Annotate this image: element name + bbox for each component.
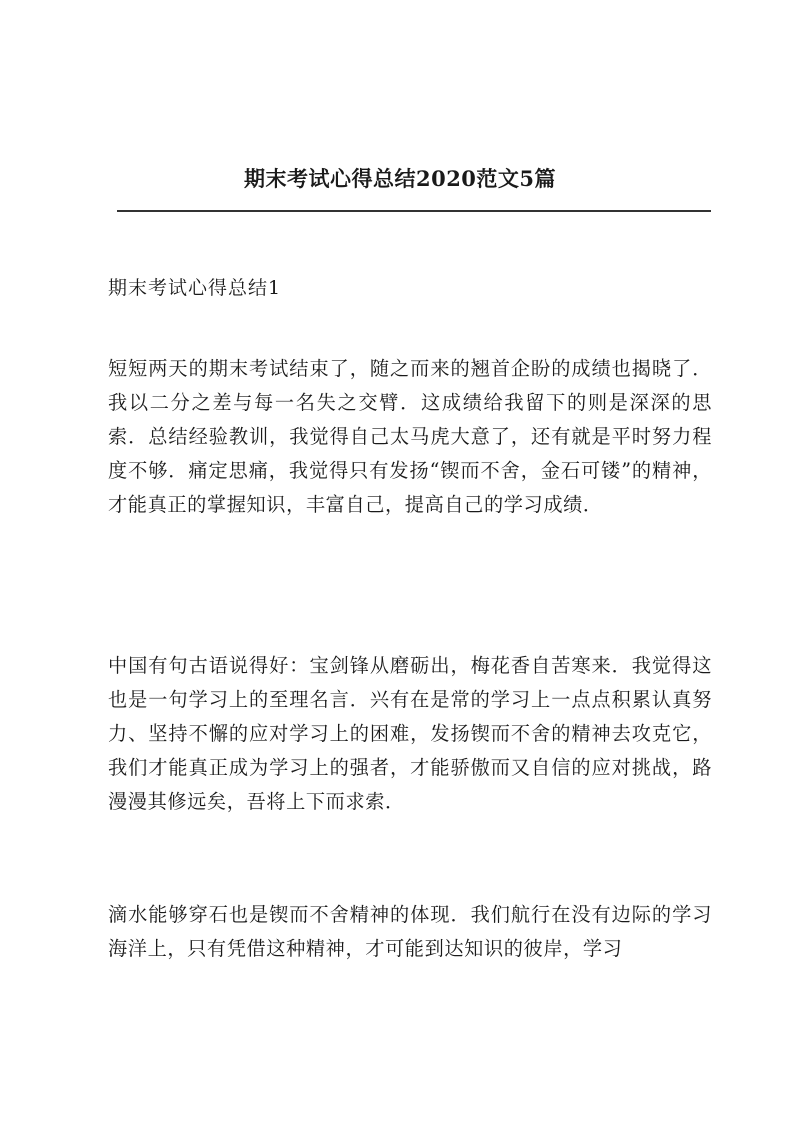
paragraph-3: 滴水能够穿石也是锲而不舍精神的体现．我们航行在没有边际的学习海洋上，只有凭借这种精神，才可能到达知识的彼岸，学习 [108,903,712,960]
title-divider [117,210,711,212]
paragraph-1: 短短两天的期末考试结束了，随之而来的翘首企盼的成绩也揭晓了．我以二分之差与每一名失之交臂．这成绩给我留下的则是深深的思索．总结经验教训，我觉得自己太马虎大意了，还有就是平时努力程度不够．痛定思痛，我觉得只有发扬“锲而不舍，金石可镂”的精神，才能真正的掌握知识，丰富自己，提高自己的学习成绩． [108,357,712,516]
paragraph-2: 中国有句古语说得好：宝剑锋从磨砺出，梅花香自苦寒来．我觉得这也是一句学习上的至理名言．兴有在是常的学习上一点点积累认真努力、坚持不懈的应对学习上的困难，发扬锲而不舍的精神去攻克它，我们才能真正成为学习上的强者，才能骄傲而又自信的应对挑战，路漫漫其修远矣，吾将上下而求索． [108,654,712,813]
section-heading: 期末考试心得总结1 [108,277,282,299]
document-title: 期末考试心得总结2020范文5篇 [243,166,557,191]
